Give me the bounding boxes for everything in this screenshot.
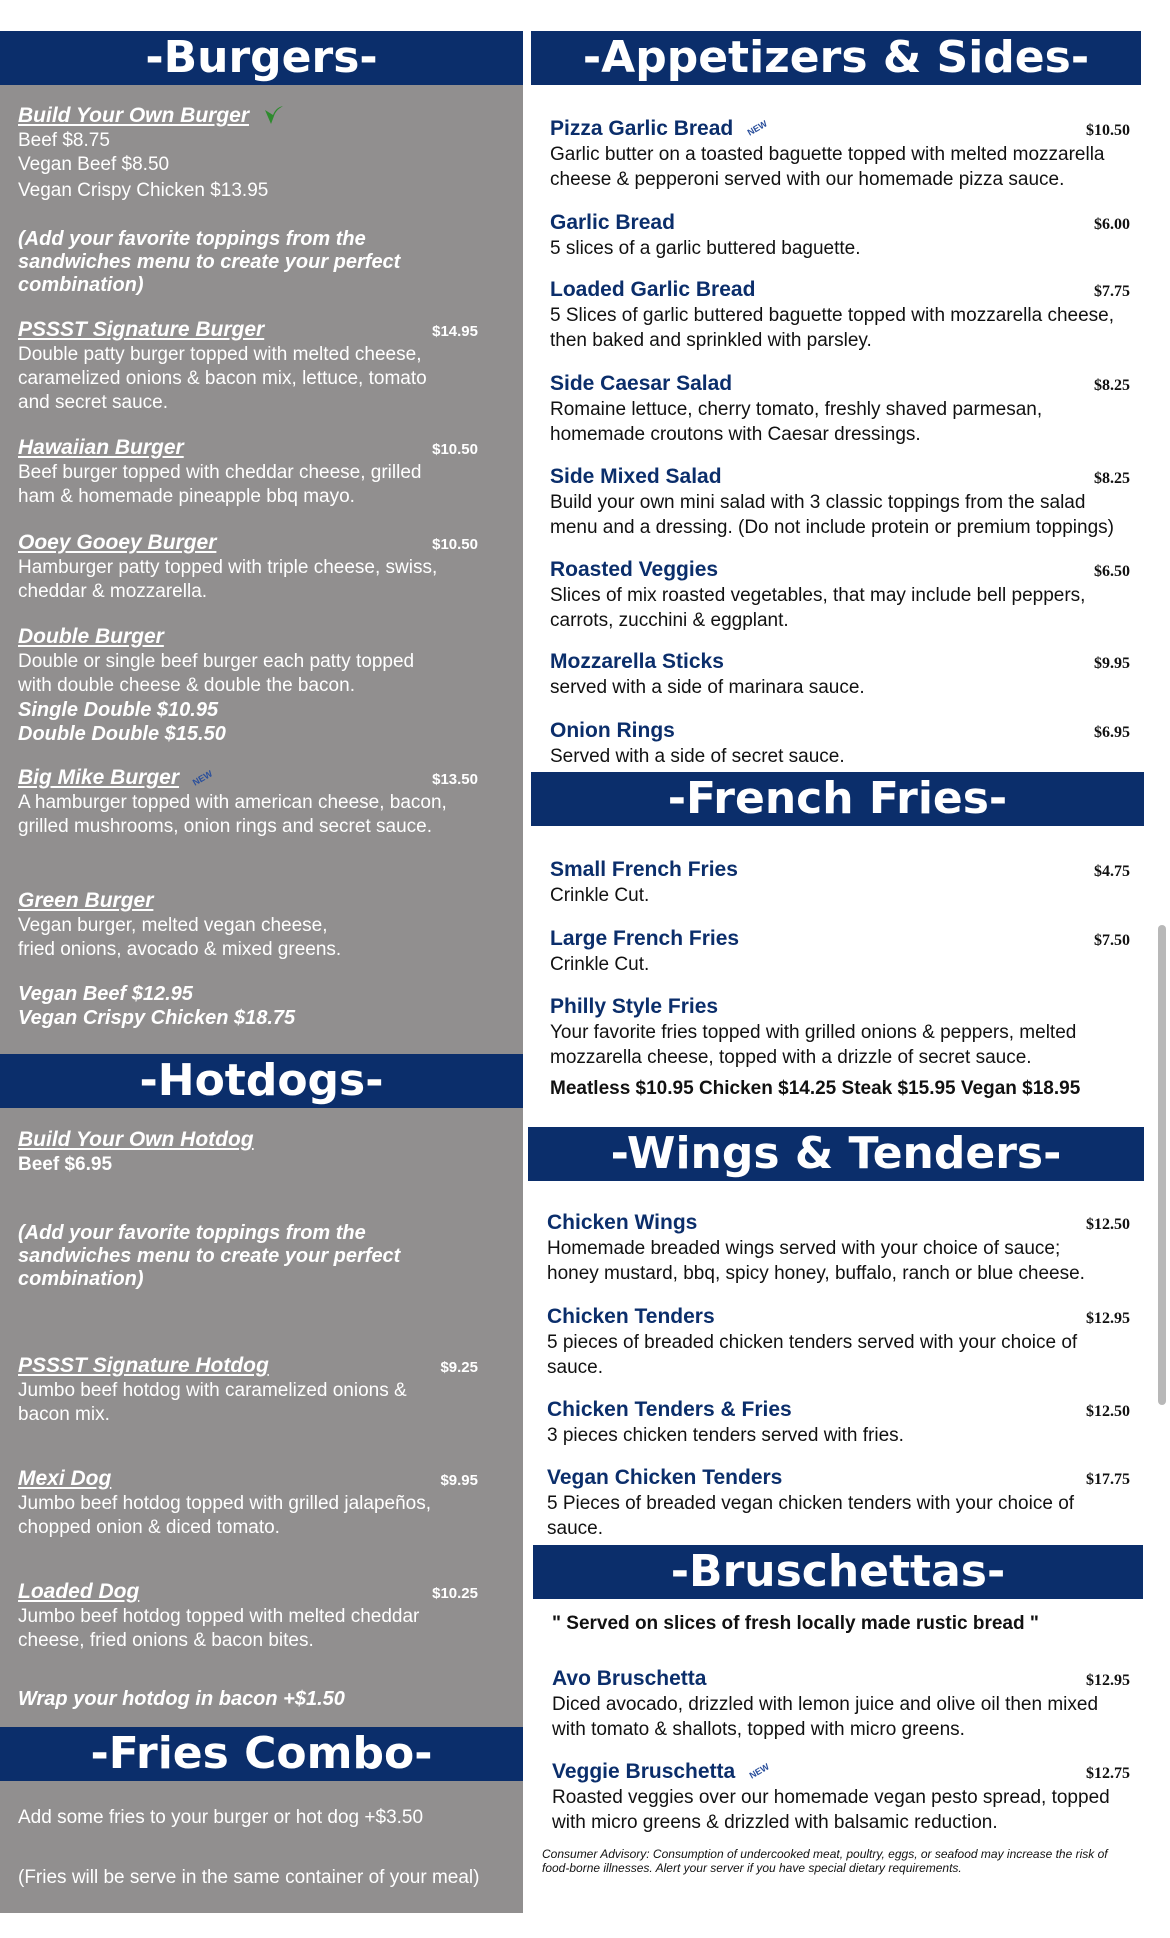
item-desc: Jumbo beef hotdog with caramelized onions & bacon mix. [18,1380,407,1425]
new-badge: NEW [745,118,769,138]
item-desc: served with a side of marinara sauce. [550,677,865,698]
item-name: Roasted Veggies [550,558,719,581]
item-desc: Diced avocado, drizzled with lemon juice and olive oil then mixed with tomato & shallots, topped with micro greens. [552,1694,1099,1740]
item-price: $12.50 [1086,1403,1130,1420]
item-desc: Hamburger patty topped with triple cheese, swiss, cheddar & mozzarella. [18,557,438,602]
menu-item[interactable] [18,318,498,415]
menu-item[interactable] [547,1304,1130,1380]
item-price: $12.50 [1086,1216,1130,1233]
item-desc: 5 Slices of garlic buttered baguette topped with mozzarella cheese, then baked and sprinkled with parsley. [550,305,1114,351]
item-price: $10.50 [432,441,478,458]
byo-burger-line: Vegan Beef $8.50 [18,154,170,175]
item-price: $12.95 [1086,1672,1130,1689]
item-name: Mozzarella Sticks [550,650,724,673]
item-name: Small French Fries [550,858,738,881]
item-desc: Crinkle Cut. [550,954,650,975]
bruschettas-subtitle: " Served on slices of fresh locally made rustic bread " [552,1613,1039,1634]
item-price: $9.95 [440,1472,478,1489]
item-desc: Slices of mix roasted vegetables, that may include bell peppers, carrots, zucchini & eggplant. [550,585,1086,631]
byo-burger[interactable] [18,104,498,203]
item-price-line: Vegan Crispy Chicken $18.75 [18,1007,296,1029]
item-price-line: Single Double $10.95 [18,699,219,721]
menu-item[interactable] [18,1467,498,1540]
byo-hotdog[interactable] [18,1128,498,1177]
item-price: $10.50 [432,536,478,553]
menu-item[interactable] [550,857,1130,908]
byo-burger-line: Vegan Crispy Chicken $13.95 [18,180,269,201]
item-price: $6.50 [1094,563,1130,580]
item-name: Philly Style Fries [550,995,719,1018]
item-name: Double Burger [18,625,164,648]
item-price: $10.50 [1086,122,1130,139]
menu-item[interactable] [547,1397,1130,1448]
fries-combo-header: -Fries Combo- [0,1727,523,1781]
byo-hotdog-note: (Add your favorite toppings from the sandwiches menu to create your perfect combination) [18,1222,401,1290]
item-name: Big Mike Burger [18,766,180,789]
item-desc: 5 Pieces of breaded vegan chicken tenders with your choice of sauce. [547,1493,1075,1539]
item-name: Garlic Bread [550,211,675,234]
scrollbar[interactable] [1158,925,1166,1405]
byo-burger-name: Build Your Own Burger [18,104,250,127]
item-name: Loaded Dog [18,1580,140,1603]
menu-item[interactable] [550,718,1130,769]
menu-item[interactable] [18,889,498,1030]
menu-item[interactable] [18,766,498,839]
item-name: Mexi Dog [18,1467,112,1490]
fries-combo-note: (Fries will be serve in the same container of your meal) [18,1867,480,1888]
item-desc: Beef burger topped with cheddar cheese, grilled ham & homemade pineapple bbq mayo. [18,462,422,507]
hotdogs-header: -Hotdogs- [0,1054,523,1108]
item-price: $8.25 [1094,377,1130,394]
item-desc: Jumbo beef hotdog topped with grilled jalapeños, chopped onion & diced tomato. [18,1493,432,1538]
item-price: $12.95 [1086,1310,1130,1327]
item-name: Onion Rings [550,719,675,742]
byo-hotdog-line: Beef $6.95 [18,1154,113,1175]
menu-item[interactable] [550,557,1130,633]
menu-item[interactable] [550,277,1130,353]
item-desc: Your favorite fries topped with grilled onions & peppers, melted mozzarella cheese, topped with a drizzle of secret sauce. [550,1022,1077,1068]
item-price: $8.25 [1094,470,1130,487]
item-desc: 5 slices of a garlic buttered baguette. [550,238,861,259]
item-desc: Double or single beef burger each patty topped with double cheese & double the bacon. [18,651,415,696]
item-name: Chicken Tenders & Fries [547,1398,792,1421]
appetizers-header: -Appetizers & Sides- [531,31,1141,85]
item-name: Chicken Wings [547,1211,698,1234]
item-price: $7.50 [1094,932,1130,949]
menu-item[interactable] [547,1465,1130,1541]
item-desc: Build your own mini salad with 3 classic toppings from the salad menu and a dressing. (Do not include protein or premium toppings) [550,492,1114,538]
item-price: $4.75 [1094,863,1130,880]
item-price: $10.25 [432,1585,478,1602]
item-name: Loaded Garlic Bread [550,278,756,301]
item-name: Vegan Chicken Tenders [547,1466,783,1489]
consumer-advisory: Consumer Advisory: Consumption of undercooked meat, poultry, eggs, or seafood may increase the risk of food-borne illnesses. Alert your server if you have special dietary requirements. [542,1847,1108,1875]
wings-header: -Wings & Tenders- [528,1127,1144,1181]
menu-item[interactable] [550,649,1130,700]
menu-item[interactable] [18,625,498,746]
item-price: $14.95 [432,323,478,340]
item-price: $13.50 [432,771,478,788]
item-price: $9.95 [1094,655,1130,672]
item-price: $7.75 [1094,283,1130,300]
vegan-leaf-icon [262,104,284,126]
menu-item[interactable] [552,1666,1130,1742]
item-price: $9.25 [440,1359,478,1376]
menu-item[interactable] [550,210,1130,261]
menu-item[interactable] [18,436,498,509]
menu-item[interactable] [550,116,1130,192]
menu-item[interactable] [550,371,1130,447]
menu-item[interactable] [550,994,1130,1101]
menu-item[interactable] [550,464,1130,540]
menu-item[interactable] [18,1354,498,1427]
item-desc: A hamburger topped with american cheese, bacon, grilled mushrooms, onion rings and secret sauce. [18,792,447,837]
item-desc: Romaine lettuce, cherry tomato, freshly shaved parmesan, homemade croutons with Caesar dressings. [550,399,1043,445]
item-name: Avo Bruschetta [552,1667,707,1690]
item-name: Side Mixed Salad [550,465,722,488]
philly-prices: Meatless $10.95 Chicken $14.25 Steak $15.95 Vegan $18.95 [550,1078,1081,1099]
menu-item[interactable] [547,1210,1130,1286]
item-price: $17.75 [1086,1471,1130,1488]
item-price-line: Vegan Beef $12.95 [18,983,193,1005]
item-name: Green Burger [18,889,154,912]
item-desc: Double patty burger topped with melted cheese, caramelized onions & bacon mix, lettuce, tomato and secret sauce. [18,344,427,413]
item-price-line: Double Double $15.50 [18,723,226,745]
menu-item[interactable] [550,926,1130,977]
item-desc: Jumbo beef hotdog topped with melted cheddar cheese, fried onions & bacon bites. [18,1606,420,1651]
item-desc: 3 pieces chicken tenders served with fries. [547,1425,904,1446]
item-desc: Vegan burger, melted vegan cheese, fried onions, avocado & mixed greens. [18,915,342,960]
byo-burger-line: Beef $8.75 [18,130,110,151]
item-desc: 5 pieces of breaded chicken tenders served with your choice of sauce. [547,1332,1078,1378]
byo-hotdog-name: Build Your Own Hotdog [18,1128,254,1151]
item-price: $12.75 [1086,1765,1130,1782]
new-badge: NEW [191,768,215,788]
item-name: Pizza Garlic Bread [550,117,734,140]
item-desc: Crinkle Cut. [550,885,650,906]
item-name: Chicken Tenders [547,1305,715,1328]
item-name: Veggie Bruschetta [552,1760,736,1783]
item-name: Side Caesar Salad [550,372,733,395]
menu-item[interactable] [552,1759,1130,1835]
menu-item[interactable] [18,1580,498,1653]
item-desc: Garlic butter on a toasted baguette topped with melted mozzarella cheese & pepperoni served with our homemade pizza sauce. [550,144,1105,190]
bruschettas-header: -Bruschettas- [533,1545,1143,1599]
item-price: $6.00 [1094,216,1130,233]
item-name: PSSST Signature Hotdog [18,1354,269,1377]
byo-burger-note: (Add your favorite toppings from the sandwiches menu to create your perfect combination) [18,228,401,296]
item-price: $6.95 [1094,724,1130,741]
burgers-header: -Burgers- [0,31,523,85]
item-desc: Homemade breaded wings served with your choice of sauce; honey mustard, bbq, spicy honey, buffalo, ranch or blue cheese. [547,1238,1085,1284]
item-name: Large French Fries [550,927,740,950]
menu-item[interactable] [18,531,498,604]
wrap-bacon-note: Wrap your hotdog in bacon +$1.50 [18,1688,345,1710]
french-fries-header: -French Fries- [531,772,1144,826]
fries-combo-line: Add some fries to your burger or hot dog +$3.50 [18,1807,424,1828]
item-desc: Served with a side of secret sauce. [550,746,845,767]
item-name: PSSST Signature Burger [18,318,265,341]
item-desc: Roasted veggies over our homemade vegan pesto spread, topped with micro greens & drizzled with balsamic reduction. [552,1787,1110,1833]
item-name: Ooey Gooey Burger [18,531,217,554]
item-name: Hawaiian Burger [18,436,184,459]
new-badge: NEW [747,1761,771,1781]
